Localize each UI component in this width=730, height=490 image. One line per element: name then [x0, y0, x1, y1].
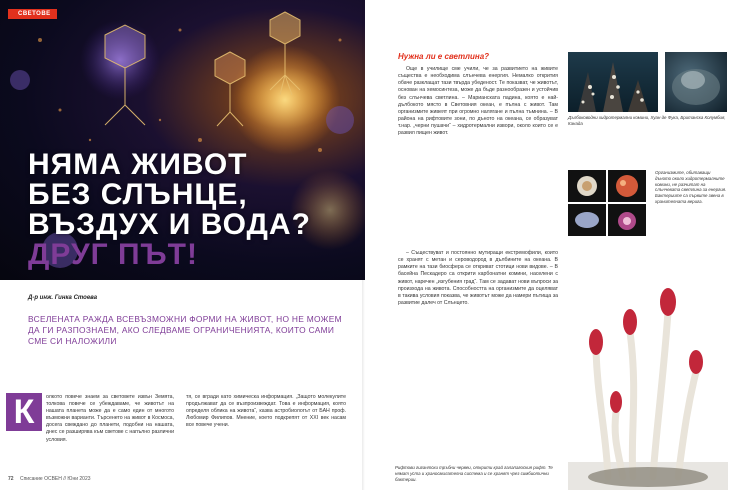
author-byline: Д-р инж. Гинка Стоева [28, 295, 98, 301]
thumbnail-2 [608, 170, 646, 202]
thumbnail-4-art [608, 204, 646, 236]
vent-closeup-photo [665, 52, 727, 112]
vent-photo-art [568, 52, 658, 112]
thumbnail-1 [568, 170, 606, 202]
lead-paragraph: ВСЕЛЕНАТА РАЖДА ВСЕВЪЗМОЖНИ ФОРМИ НА ЖИВОТ, НО НЕ МОЖЕМ ДА ГИ РАЗПОЗНАЕМ, АКО СЛЕДВАМЕ ОГРАНИЧЕНИЯТА, КОИТО САМИ СМЕ СИ НАЛОЖИЛИ [28, 314, 342, 346]
magazine-issue: Списание ОСВЕН // Юни 2023 [19, 476, 91, 482]
photo-caption-3: Рифтови гигантски тръбни червеи, открити край галапагоския рифт. Те нямат уста и храносмилателна система и се хранят чрез симбиотични бактерии. [395, 465, 553, 482]
thumbnail-2-art [608, 170, 646, 202]
body-column-2-text: тя, се вгради като химическа информация. „Защото молекулите продължават да се възпроизвеждат. Това е информация, която определя облика на живота“, казва астробиологът от БАН проф. Любомир Филипов. Мнение, което подкрепят от XXI век насам все повече учени. [186, 394, 346, 429]
body-column-2 [186, 394, 346, 429]
right-column-a [398, 66, 558, 138]
right-page [365, 0, 730, 490]
vent-photo [568, 52, 658, 112]
vent-closeup-art [665, 52, 727, 112]
drop-cap: К [6, 393, 42, 431]
thumbnail-3-art [568, 204, 606, 236]
right-column-b-text: – Съществуват и постоянно мутиращи екстремофили, които се хранят с метан и сероводород в дълбините на океана. В рамките на тази биосфера се откриват стотици нови видове. – В басейна Пескадеро са открити карбонатни комини, населени с живот, наречен „изгубения град“. Там се задават нови въпроси за произхода на живота. Способността на организмите да оцеляват в такива условия показва, че животът може да намери пътища за развитие далеч от Слънцето. [398, 250, 558, 307]
tube-worms-photo [568, 262, 728, 490]
headline-line-3: ВЪЗДУХ И ВОДА? [28, 208, 311, 241]
photo-caption-1: Дълбоководни хидротермални комини, Хуан де Фука, Британска Колумбия, Канада [568, 115, 726, 126]
section-tag: СВЕТОВЕ [8, 9, 57, 19]
right-column-b [398, 250, 558, 307]
headline [28, 150, 358, 270]
headline-line-2: БЕЗ СЛЪНЦЕ, [28, 178, 248, 211]
headline-accent: ДРУГ ПЪТ! [28, 238, 198, 271]
headline-line-1: НЯМА ЖИВОТ [28, 148, 248, 181]
subheading: Нужна ли е светлина? [398, 52, 490, 61]
thumbnail-1-art [568, 170, 606, 202]
body-column-1 [46, 394, 174, 444]
page-number: 72 [8, 476, 14, 482]
right-column-a-text: Още в училище сме учили, че за развитието на живите същества е необходима слънчева енергия. Немалко открития обаче разклащат тази твърда убеденост. Те показват, че животът, основан на хемосинтеза, може да бъде разнообразен и устойчив без слънчева светлина. – Марианската падина, която е най-дълбокото място в Световния океан, е пълна с живот. Там организмите живеят при огромно налягане и пълна тъмнина. – В района на рифтовите зони, по дъното на океана, се образуват т.нар. „черни пушачи“ – хидротермални извори, около които се е развил пищен живот. [398, 66, 558, 137]
photo-caption-2: Организмите, обитаващи дъното около хидротермалните комини, не разчитат на слънчевата светлина за енергия. Бактериите са първите звена в хранителната верига. [655, 170, 727, 204]
body-column-1-text: олкото повече знаем за световете извън Земята, толкова повече се убеждаваме, че животът на нашата планета може да е само един от многото възможни варианти. Търсенето на живот в Космоса, досега свеждано до планети, подобни на нашата, днес се разширява към светове с напълно различни условия. [46, 394, 174, 443]
thumbnail-4 [608, 204, 646, 236]
thumbnail-3 [568, 204, 606, 236]
tube-worms-art [568, 262, 728, 490]
page-footer [8, 476, 91, 482]
